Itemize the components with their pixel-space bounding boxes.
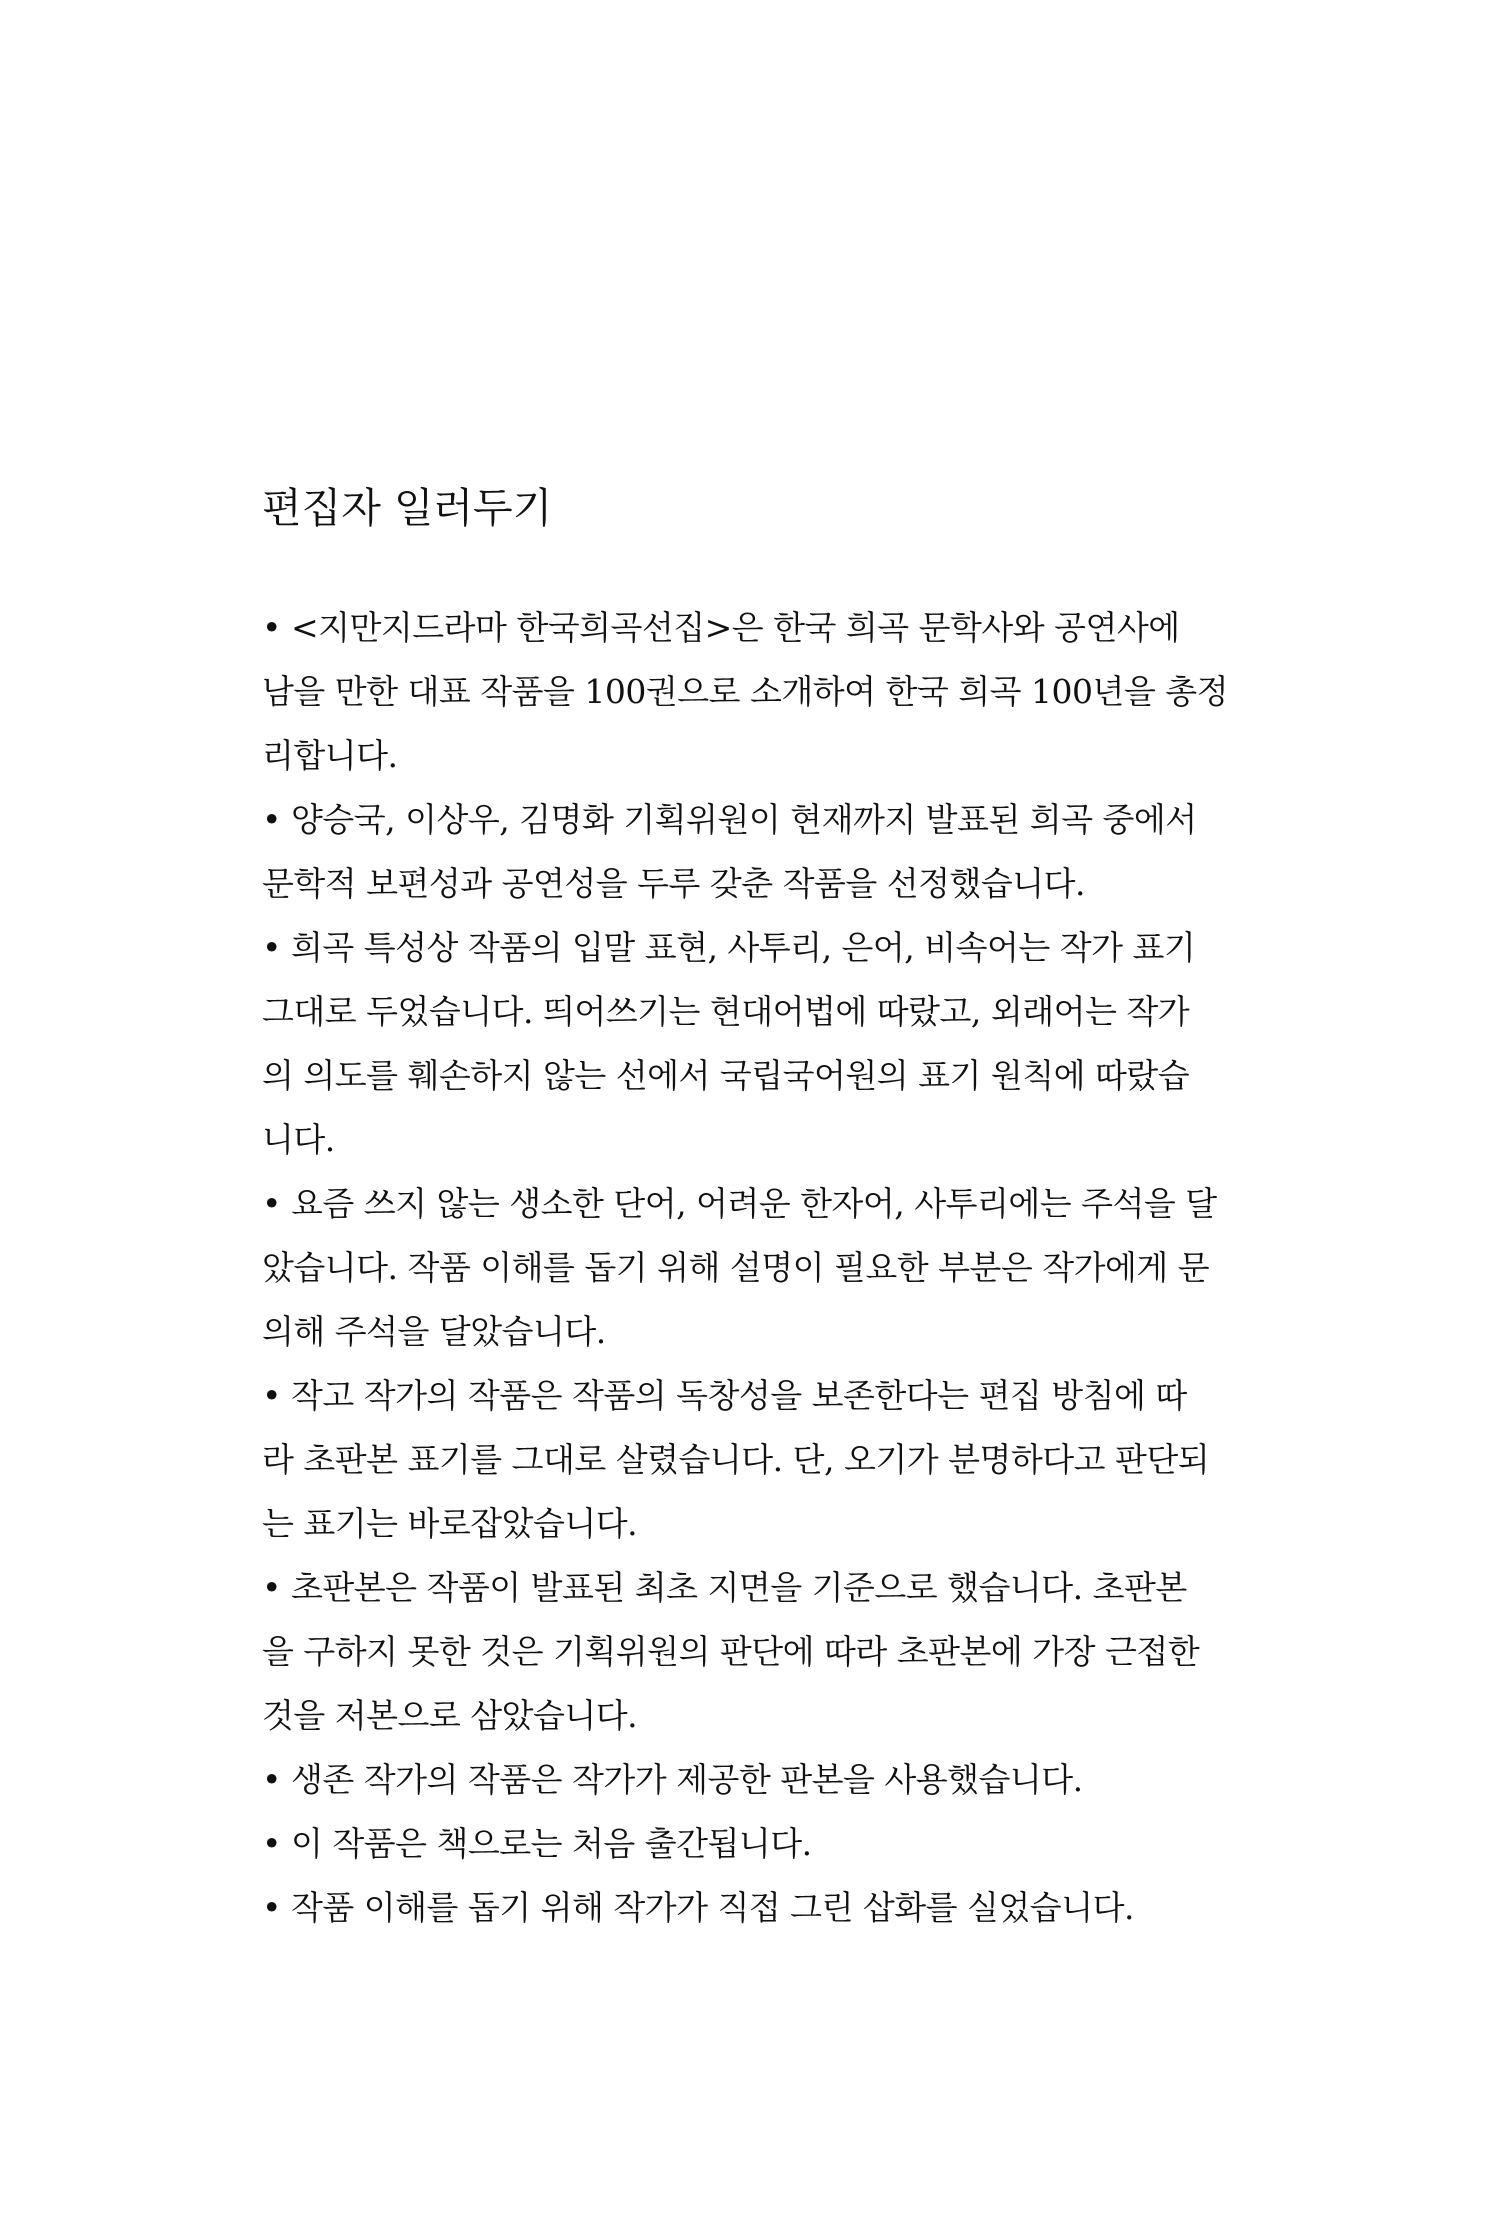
editor-notes-list (262, 596, 1262, 1940)
note-line: 라 초판본 표기를 그대로 살렸습니다. 단, 오기가 분명하다고 판단되 (262, 1440, 1210, 1479)
note-item (262, 1748, 1262, 1812)
note-item (262, 1172, 1262, 1364)
note-line: 니다. (262, 1120, 335, 1159)
page-title: 편집자 일러두기 (262, 484, 553, 532)
note-line: • 희곡 특성상 작품의 입말 표현, 사투리, 은어, 비속어는 작가 표기 (262, 928, 1196, 967)
note-line: • <지만지드라마 한국희곡선집>은 한국 희곡 문학사와 공연사에 (262, 608, 1180, 647)
note-line: • 작고 작가의 작품은 작품의 독창성을 보존한다는 편집 방침에 따 (262, 1376, 1187, 1415)
note-line: 남을 만한 대표 작품을 100권으로 소개하여 한국 희곡 100년을 총정 (262, 672, 1228, 711)
note-line: 의 의도를 훼손하지 않는 선에서 국립국어원의 표기 원칙에 따랐습 (262, 1056, 1190, 1095)
note-line: 았습니다. 작품 이해를 돕기 위해 설명이 필요한 부분은 작가에게 문 (262, 1248, 1210, 1287)
note-line: 을 구하지 못한 것은 기획위원의 판단에 따라 초판본에 가장 근접한 (262, 1632, 1200, 1671)
note-line: 의해 주석을 달았습니다. (262, 1312, 606, 1351)
note-item (262, 788, 1262, 916)
note-item (262, 1812, 1262, 1876)
note-line: 는 표기는 바로잡았습니다. (262, 1504, 638, 1543)
note-item (262, 916, 1262, 1172)
note-line: 그대로 두었습니다. 띄어쓰기는 현대어법에 따랐고, 외래어는 작가 (262, 992, 1190, 1031)
note-item (262, 596, 1262, 788)
note-line: • 이 작품은 책으로는 처음 출간됩니다. (262, 1824, 812, 1863)
note-line: 문학적 보편성과 공연성을 두루 갖춘 작품을 선정했습니다. (262, 864, 1085, 903)
note-item (262, 1876, 1262, 1940)
note-line: • 작품 이해를 돕기 위해 작가가 직접 그린 삽화를 실었습니다. (262, 1888, 1134, 1927)
note-item (262, 1556, 1262, 1748)
note-line: • 초판본은 작품이 발표된 최초 지면을 기준으로 했습니다. 초판본 (262, 1568, 1187, 1607)
note-item (262, 1364, 1262, 1556)
note-line: • 요즘 쓰지 않는 생소한 단어, 어려운 한자어, 사투리에는 주석을 달 (262, 1184, 1217, 1223)
note-line: 리합니다. (262, 736, 398, 775)
note-line: 것을 저본으로 삼았습니다. (262, 1696, 638, 1735)
note-line: • 생존 작가의 작품은 작가가 제공한 판본을 사용했습니다. (262, 1760, 1083, 1799)
note-line: • 양승국, 이상우, 김명화 기획위원이 현재까지 발표된 희곡 중에서 (262, 800, 1197, 839)
